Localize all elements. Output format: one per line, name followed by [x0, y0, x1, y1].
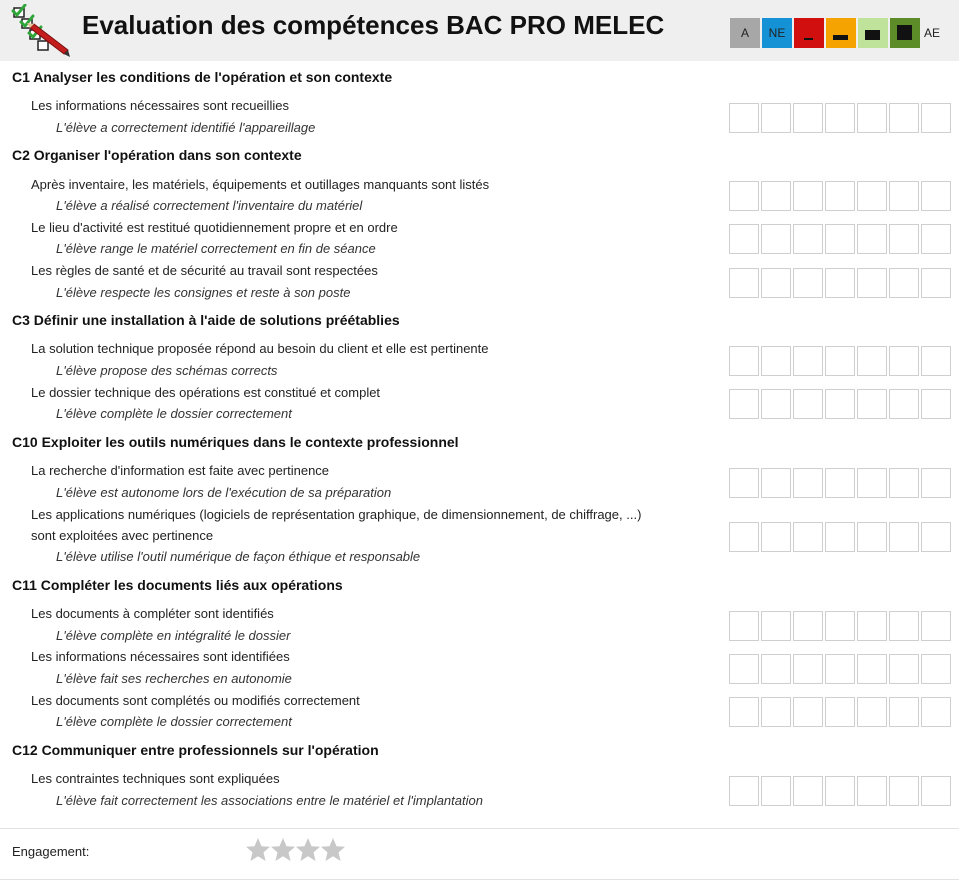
rating-box[interactable]: [921, 346, 951, 376]
rating-boxes: [729, 346, 951, 376]
section-title-c1: C1 Analyser les conditions de l'opération et son contexte: [12, 69, 393, 85]
rating-box[interactable]: [761, 468, 791, 498]
rating-box[interactable]: [825, 181, 855, 211]
rating-box[interactable]: [793, 468, 823, 498]
rating-box[interactable]: [825, 522, 855, 552]
rating-box[interactable]: [761, 268, 791, 298]
rating-box[interactable]: [825, 389, 855, 419]
rating-box[interactable]: [761, 103, 791, 133]
rating-boxes: [729, 468, 951, 498]
criterion: Les contraintes techniques sont expliquées: [31, 771, 280, 786]
rating-box[interactable]: [889, 776, 919, 806]
rating-box[interactable]: [921, 181, 951, 211]
rating-boxes: [729, 103, 951, 133]
indicator: L'élève respecte les consignes et reste à son poste: [56, 285, 351, 300]
rating-box[interactable]: [793, 654, 823, 684]
rating-box[interactable]: [921, 468, 951, 498]
rating-box[interactable]: [889, 522, 919, 552]
criterion: Après inventaire, les matériels, équipements et outillages manquants sont listés: [31, 177, 490, 192]
rating-box[interactable]: [729, 181, 759, 211]
rating-box[interactable]: [825, 224, 855, 254]
rating-box[interactable]: [729, 268, 759, 298]
legend-level-3: [858, 18, 888, 48]
engagement-label: Engagement:: [12, 844, 90, 859]
section-title-c12: C12 Communiquer entre professionnels sur l'opération: [12, 742, 379, 758]
rating-box[interactable]: [889, 346, 919, 376]
section-title-c2: C2 Organiser l'opération dans son contexte: [12, 147, 302, 163]
rating-box[interactable]: [793, 346, 823, 376]
rating-box[interactable]: [761, 776, 791, 806]
rating-box[interactable]: [761, 654, 791, 684]
rating-boxes: [729, 522, 951, 552]
rating-box[interactable]: [793, 268, 823, 298]
rating-box[interactable]: [921, 389, 951, 419]
criterion: Les applications numériques (logiciels de représentation graphique, de dimensionnement, de chiffrage, ...): [31, 507, 642, 522]
rating-box[interactable]: [729, 522, 759, 552]
rating-box[interactable]: [761, 697, 791, 727]
rating-box[interactable]: [729, 103, 759, 133]
rating-box[interactable]: [889, 268, 919, 298]
rating-box[interactable]: [857, 268, 887, 298]
divider: [0, 828, 959, 829]
rating-box[interactable]: [921, 522, 951, 552]
rating-box[interactable]: [857, 181, 887, 211]
rating-box[interactable]: [761, 389, 791, 419]
rating-box[interactable]: [729, 654, 759, 684]
rating-box[interactable]: [793, 181, 823, 211]
rating-box[interactable]: [793, 389, 823, 419]
rating-box[interactable]: [889, 611, 919, 641]
criterion: Les documents sont complétés ou modifiés correctement: [31, 693, 360, 708]
rating-box[interactable]: [825, 776, 855, 806]
indicator: L'élève complète en intégralité le dossier: [56, 628, 291, 643]
rating-box[interactable]: [889, 181, 919, 211]
criterion: Le lieu d'activité est restitué quotidiennement propre et en ordre: [31, 220, 398, 235]
indicator: L'élève est autonome lors de l'exécution de sa préparation: [56, 485, 392, 500]
rating-box[interactable]: [825, 611, 855, 641]
legend-level-2: [826, 18, 856, 48]
rating-boxes: [729, 224, 951, 254]
rating-box[interactable]: [729, 468, 759, 498]
legend-ae: AE: [924, 26, 941, 40]
rating-box[interactable]: [729, 697, 759, 727]
rating-box[interactable]: [857, 468, 887, 498]
indicator: L'élève range le matériel correctement en fin de séance: [56, 241, 376, 256]
rating-box[interactable]: [889, 468, 919, 498]
indicator: L'élève a réalisé correctement l'inventaire du matériel: [56, 198, 363, 213]
rating-box[interactable]: [793, 697, 823, 727]
rating-box[interactable]: [793, 103, 823, 133]
rating-box[interactable]: [825, 268, 855, 298]
rating-box[interactable]: [889, 224, 919, 254]
rating-box[interactable]: [857, 346, 887, 376]
header-bar: [0, 0, 959, 61]
rating-boxes: [729, 776, 951, 806]
rating-box[interactable]: [889, 389, 919, 419]
star-icon[interactable]: [320, 837, 346, 863]
criterion: La solution technique proposée répond au besoin du client et elle est pertinente: [31, 341, 489, 356]
rating-boxes: [729, 611, 951, 641]
indicator: L'élève fait correctement les associations entre le matériel et l'implantation: [56, 793, 483, 808]
rating-box[interactable]: [761, 224, 791, 254]
rating-box[interactable]: [921, 224, 951, 254]
rating-box[interactable]: [793, 611, 823, 641]
section-title-c10: C10 Exploiter les outils numériques dans le contexte professionnel: [12, 434, 459, 450]
rating-box[interactable]: [825, 654, 855, 684]
indicator: L'élève fait ses recherches en autonomie: [56, 671, 292, 686]
rating-box[interactable]: [761, 522, 791, 552]
rating-box[interactable]: [793, 776, 823, 806]
rating-box[interactable]: [857, 697, 887, 727]
rating-box[interactable]: [761, 181, 791, 211]
indicator: L'élève complète le dossier correctement: [56, 714, 292, 729]
star-icon[interactable]: [270, 837, 296, 863]
legend-a: A: [730, 18, 760, 48]
criterion: La recherche d'information est faite avec pertinence: [31, 463, 330, 478]
rating-box[interactable]: [729, 389, 759, 419]
section-title-c3: C3 Définir une installation à l'aide de solutions préétablies: [12, 312, 400, 328]
rating-box[interactable]: [889, 654, 919, 684]
rating-box[interactable]: [889, 697, 919, 727]
rating-box[interactable]: [857, 611, 887, 641]
rating-box[interactable]: [857, 654, 887, 684]
rating-boxes: [729, 181, 951, 211]
rating-box[interactable]: [761, 611, 791, 641]
rating-box[interactable]: [921, 268, 951, 298]
legend-ne: NE: [762, 18, 792, 48]
rating-box[interactable]: [729, 611, 759, 641]
rating-box[interactable]: [857, 224, 887, 254]
criterion: Les documents à compléter sont identifiés: [31, 606, 274, 621]
rating-box[interactable]: [825, 103, 855, 133]
rating-boxes: [729, 697, 951, 727]
rating-box[interactable]: [729, 346, 759, 376]
divider: [0, 879, 959, 880]
criterion: Les informations nécessaires sont identifiées: [31, 649, 290, 664]
legend-level-4: [890, 18, 920, 48]
indicator: L'élève a correctement identifié l'appareillage: [56, 120, 316, 135]
star-icon[interactable]: [295, 837, 321, 863]
star-icon[interactable]: [245, 837, 271, 863]
rating-box[interactable]: [825, 468, 855, 498]
rating-boxes: [729, 654, 951, 684]
legend-level-1: [794, 18, 824, 48]
rating-box[interactable]: [889, 103, 919, 133]
rating-box[interactable]: [921, 103, 951, 133]
criterion: Les informations nécessaires sont recueillies: [31, 98, 289, 113]
rating-box[interactable]: [921, 776, 951, 806]
criterion: Les règles de santé et de sécurité au travail sont respectées: [31, 263, 378, 278]
rating-box[interactable]: [729, 776, 759, 806]
rating-box[interactable]: [921, 697, 951, 727]
rating-box[interactable]: [825, 697, 855, 727]
rating-boxes: [729, 268, 951, 298]
rating-boxes: [729, 389, 951, 419]
rating-box[interactable]: [857, 776, 887, 806]
rating-box[interactable]: [793, 224, 823, 254]
page-title: Evaluation des compétences BAC PRO MELEC: [82, 10, 665, 40]
rating-box[interactable]: [793, 522, 823, 552]
rating-box[interactable]: [857, 389, 887, 419]
rating-box[interactable]: [921, 611, 951, 641]
rating-box[interactable]: [729, 224, 759, 254]
criterion-continued: sont exploitées avec pertinence: [31, 528, 214, 543]
checklist-pencil-icon: [8, 4, 72, 60]
criterion: Le dossier technique des opérations est constitué et complet: [31, 385, 381, 400]
rating-box[interactable]: [857, 103, 887, 133]
indicator: L'élève complète le dossier correctement: [56, 406, 292, 421]
rating-box[interactable]: [761, 346, 791, 376]
indicator: L'élève propose des schémas corrects: [56, 363, 278, 378]
rating-box[interactable]: [825, 346, 855, 376]
rating-box[interactable]: [857, 522, 887, 552]
rating-box[interactable]: [921, 654, 951, 684]
indicator: L'élève utilise l'outil numérique de façon éthique et responsable: [56, 549, 421, 564]
section-title-c11: C11 Compléter les documents liés aux opérations: [12, 577, 343, 593]
